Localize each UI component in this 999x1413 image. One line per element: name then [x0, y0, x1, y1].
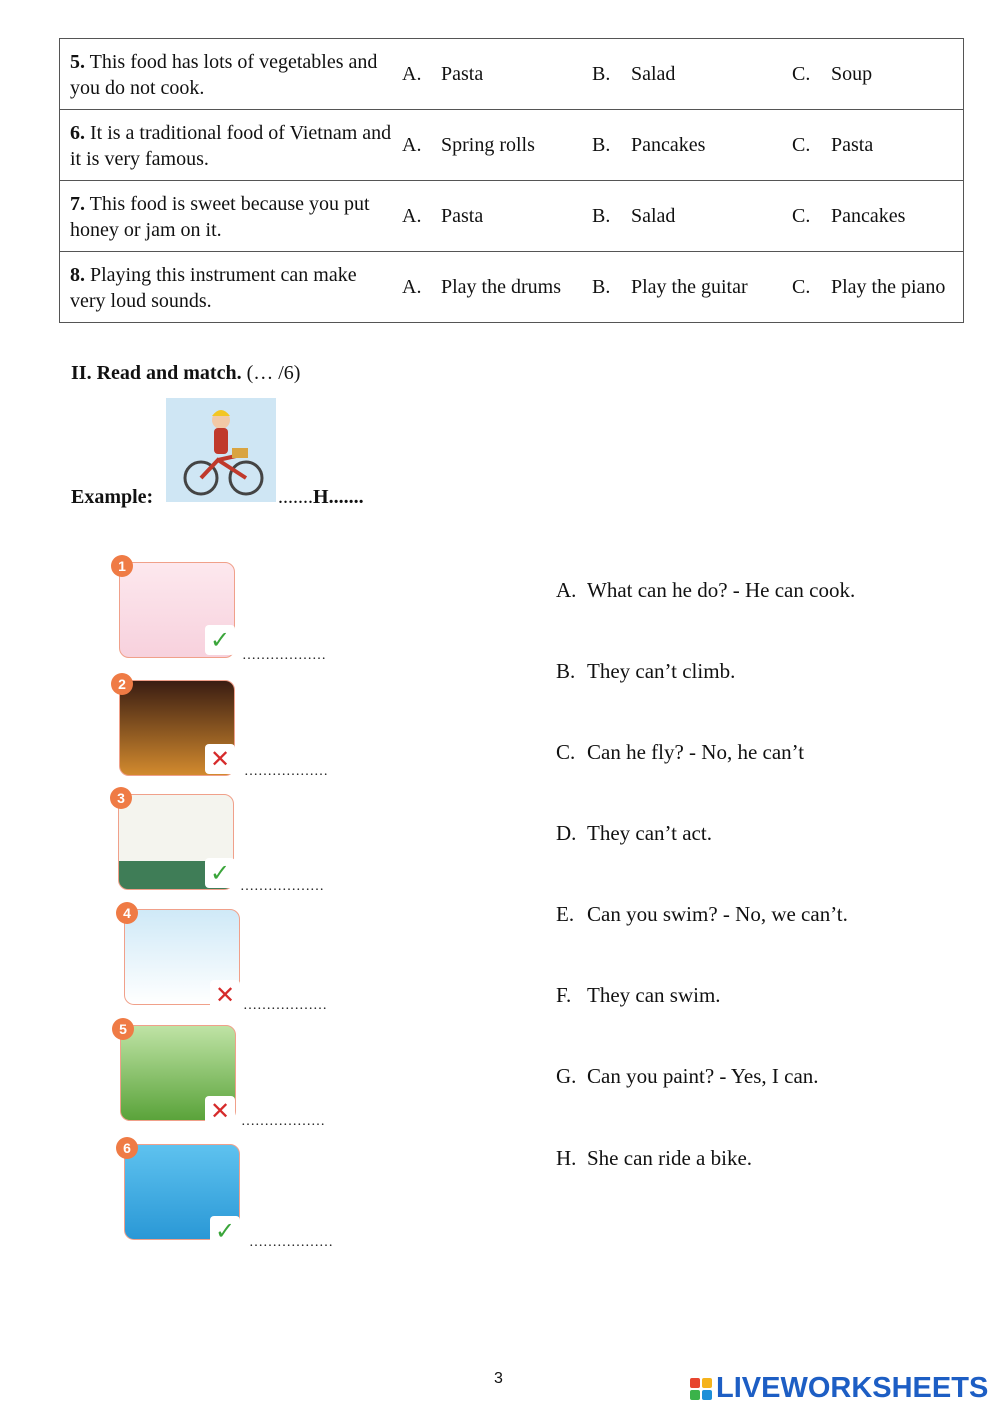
match-option — [556, 902, 848, 927]
logo-blocks-icon — [690, 1378, 712, 1400]
cross-icon: ✕ — [210, 980, 240, 1010]
match-letter: C. — [556, 740, 576, 764]
question-body: This food is sweet because you put honey or jam on it. — [70, 193, 370, 241]
picture-number-badge: 6 — [116, 1137, 138, 1159]
check-icon: ✓ — [205, 625, 235, 655]
answer-blank[interactable]: ……………… — [249, 1235, 333, 1250]
option-b[interactable] — [592, 39, 792, 110]
option-a[interactable] — [392, 39, 592, 110]
page-number: 3 — [494, 1370, 503, 1387]
match-text: Can he fly? - No, he can’t — [587, 740, 805, 764]
option-letter: B. — [592, 134, 611, 156]
option-a[interactable] — [392, 252, 592, 323]
answer-blank[interactable]: ……………… — [240, 879, 324, 894]
cross-icon: ✕ — [205, 744, 235, 774]
option-b[interactable] — [592, 252, 792, 323]
question-body: This food has lots of vegetables and you do not cook. — [70, 51, 378, 99]
question-row — [60, 252, 964, 323]
option-letter: B. — [592, 205, 611, 227]
match-letter: A. — [556, 578, 577, 602]
option-letter: A. — [402, 63, 422, 85]
option-a[interactable] — [392, 181, 592, 252]
option-text: Salad — [631, 63, 676, 85]
question-number: 5. — [70, 51, 85, 73]
option-letter: C. — [792, 276, 811, 298]
option-letter: C. — [792, 63, 811, 85]
answer-blank[interactable]: ……………… — [241, 1114, 325, 1129]
option-c[interactable] — [792, 181, 964, 252]
match-option — [556, 1146, 752, 1171]
option-c[interactable] — [792, 110, 964, 181]
cross-icon: ✕ — [205, 1096, 235, 1126]
check-icon: ✓ — [205, 858, 235, 888]
option-letter: A. — [402, 205, 422, 227]
question-text — [60, 252, 393, 323]
question-text — [60, 39, 393, 110]
example-picture-bike — [166, 398, 276, 502]
option-text: Pasta — [441, 63, 484, 85]
answer-blank[interactable]: ……………… — [243, 998, 327, 1013]
option-text: Pancakes — [631, 134, 706, 156]
option-a[interactable] — [392, 110, 592, 181]
liveworksheets-logo — [690, 1372, 988, 1405]
question-row — [60, 181, 964, 252]
option-text: Pasta — [831, 134, 874, 156]
option-text: Pasta — [441, 205, 484, 227]
question-number: 8. — [70, 264, 85, 286]
match-text: They can swim. — [587, 983, 721, 1007]
match-letter: F. — [556, 983, 572, 1007]
match-text: Can you swim? - No, we can’t. — [587, 902, 848, 926]
option-text: Spring rolls — [441, 134, 535, 156]
match-option — [556, 821, 712, 846]
match-text: They can’t climb. — [587, 659, 736, 683]
match-option — [556, 659, 735, 684]
option-text: Salad — [631, 205, 676, 227]
option-text: Play the guitar — [631, 276, 748, 298]
check-icon: ✓ — [210, 1216, 240, 1246]
question-text — [60, 181, 393, 252]
match-letter: B. — [556, 659, 576, 683]
example-label: Example: — [71, 486, 154, 508]
question-number: 6. — [70, 122, 85, 144]
match-letter: D. — [556, 821, 577, 845]
option-letter: B. — [592, 63, 611, 85]
logo-text: LIVEWORKSHEETS — [716, 1372, 989, 1404]
match-text: She can ride a bike. — [587, 1146, 753, 1170]
option-letter: A. — [402, 134, 422, 156]
option-text: Play the piano — [831, 276, 946, 298]
section-title — [71, 362, 300, 385]
option-letter: B. — [592, 276, 611, 298]
match-option — [556, 1064, 819, 1089]
question-text — [60, 110, 393, 181]
option-letter: C. — [792, 205, 811, 227]
section-heading: II. Read and match. — [71, 362, 242, 384]
match-text: What can he do? - He can cook. — [587, 578, 856, 602]
match-text: Can you paint? - Yes, I can. — [587, 1064, 819, 1088]
picture-number-badge: 3 — [110, 787, 132, 809]
example-dots-after: ....... — [328, 486, 364, 508]
example-letter: H — [313, 486, 329, 508]
answer-blank[interactable]: ……………… — [242, 648, 326, 663]
example-dots-before: ....... — [278, 486, 313, 508]
example-answer — [278, 486, 364, 509]
section-score: (… /6) — [246, 362, 301, 384]
match-option — [556, 983, 721, 1008]
question-body: Playing this instrument can make very loud sounds. — [70, 264, 357, 312]
quiz-table — [59, 38, 964, 323]
option-c[interactable] — [792, 39, 964, 110]
question-row — [60, 110, 964, 181]
match-letter: G. — [556, 1064, 577, 1088]
option-text: Soup — [831, 63, 873, 85]
option-letter: C. — [792, 134, 811, 156]
option-letter: A. — [402, 276, 422, 298]
picture-number-badge: 5 — [112, 1018, 134, 1040]
option-text: Play the drums — [441, 276, 561, 298]
question-number: 7. — [70, 193, 85, 215]
question-row — [60, 39, 964, 110]
match-option — [556, 740, 804, 765]
match-text: They can’t act. — [587, 821, 712, 845]
question-body: It is a traditional food of Vietnam and it is very famous. — [70, 122, 392, 170]
match-option — [556, 578, 855, 603]
match-letter: H. — [556, 1146, 577, 1170]
option-b[interactable] — [592, 181, 792, 252]
option-b[interactable] — [592, 110, 792, 181]
picture-number-badge: 2 — [111, 673, 133, 695]
match-letter: E. — [556, 902, 575, 926]
answer-blank[interactable]: ……………… — [244, 764, 328, 779]
option-c[interactable] — [792, 252, 964, 323]
option-text: Pancakes — [831, 205, 906, 227]
picture-number-badge: 4 — [116, 902, 138, 924]
picture-number-badge: 1 — [111, 555, 133, 577]
